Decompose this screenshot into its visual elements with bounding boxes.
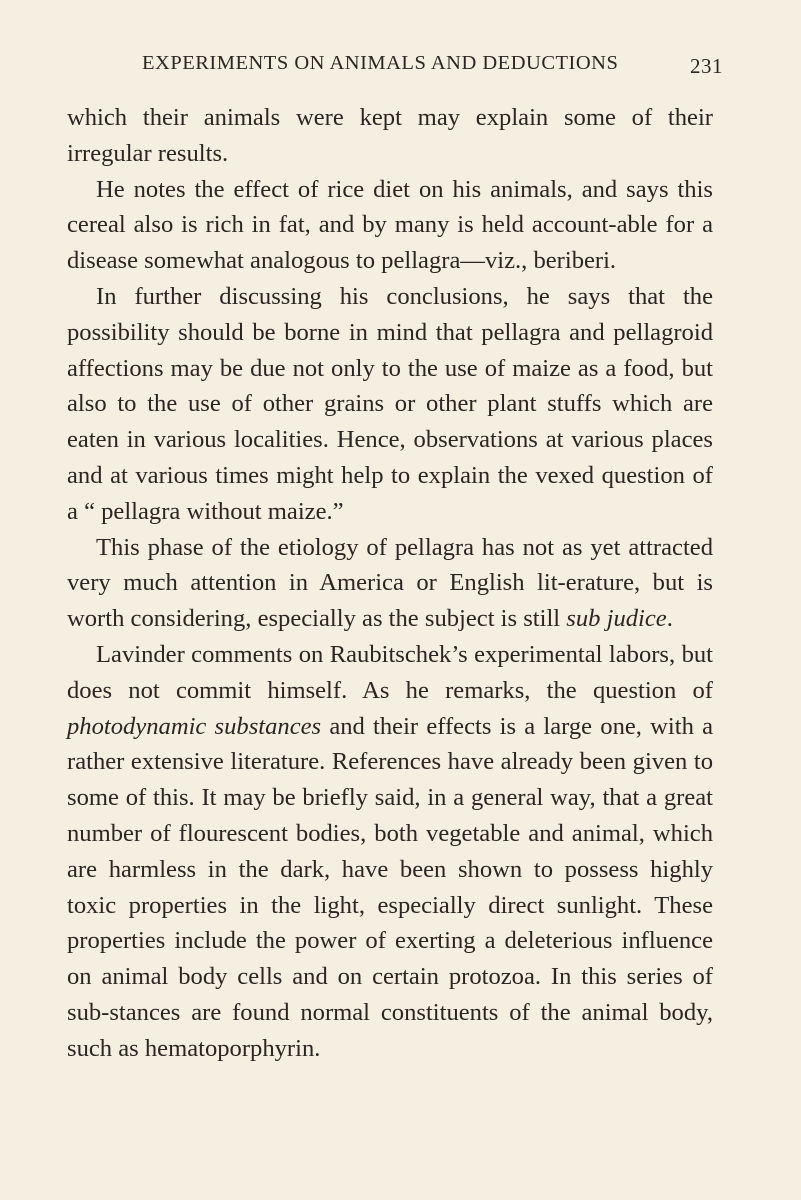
paragraph-4-italic-phrase: sub judice — [566, 605, 667, 633]
running-title: EXPERIMENTS ON ANIMALS AND DEDUCTIONS — [142, 52, 619, 74]
paragraph-3: In further discussing his conclusions, he says that the possibility should be borne in mind that pellagra and pellagroid affections may be due not only to the use of maize as a food, but also to the use of other grains or other plant stuffs which are eaten in various localities. Hence, observations at various places and at various times might help to explain the vexed question of a “ pellagra without maize.” — [67, 282, 713, 525]
page-number: 231 — [690, 54, 723, 78]
paragraph-5 — [67, 637, 713, 1067]
paragraph-4-text-before: This phase of the etiology of pellagra has not as yet attracted very much attention in America or English lit-erature, but is worth considering, especially as the subject is still — [67, 533, 713, 633]
paragraph-4 — [67, 530, 713, 637]
paragraph-5-text-before: Lavinder comments on Raubitschek’s experimental labors, but does not commit himself. As he remarks, the question of — [67, 640, 713, 704]
paragraph-1: which their animals were kept may explain some of their irregular results. — [67, 104, 713, 167]
paragraph-4-text-after: . — [666, 605, 673, 633]
paragraph-5-italic-phrase: photodynamic substances — [67, 712, 322, 740]
paragraph-2: He notes the effect of rice diet on his animals, and says this cereal also is rich in fat, and by many is held account-able for a disease somewhat analogous to pellagra—viz., beriberi. — [67, 175, 713, 275]
body-text — [67, 100, 713, 1067]
paragraph-5-text-after: and their effects is a large one, with a rather extensive literature. References have already been given to some of this. It may be briefly said, in a general way, that a great number of flourescent bodies, both vegetable and animal, which are harmless in the dark, have been shown to possess highly toxic properties in the light, especially direct sunlight. These properties include the power of exerting a deleterious influence on animal body cells and on certain protozoa. In this series of sub-stances are found normal constituents of the animal body, such as hematoporphyrin. — [67, 712, 713, 1062]
running-head — [67, 52, 723, 84]
